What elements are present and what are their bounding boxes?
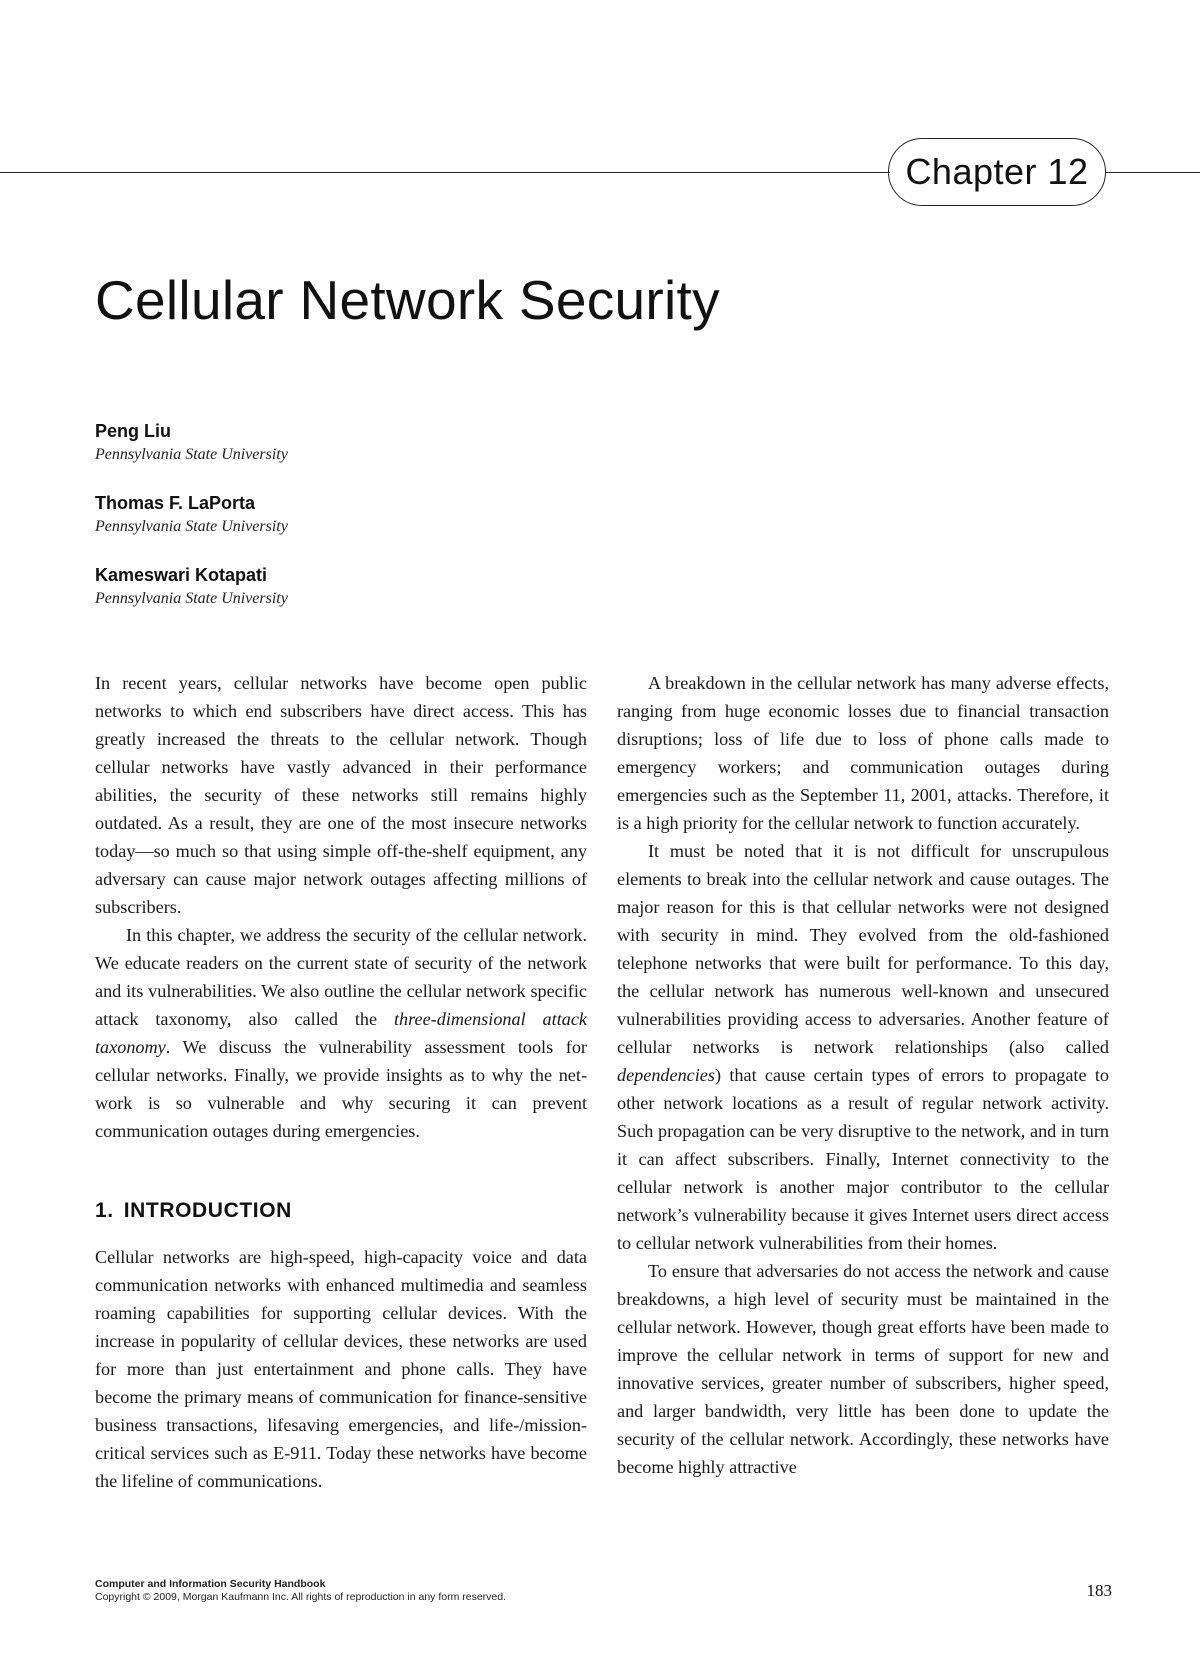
left-column [95,669,587,1495]
body-text: In this chapter, we address the security of the cellular network. We educate readers on the current state of security of the network and its vulnerabilities. We also outline the cellular network specific attack taxonomy, also called the [95,925,587,1029]
right-column [617,669,1109,1481]
intro-paragraph: In recent years, cellular networks have become open public networks to which end subscribers have direct access. This has greatly increased the threats to the cellular network. Though cellular networks have vastly advanced in their performance abilities, the security of these networks still remains highly outdated. As a result, they are one of the most insecure networks today—so much so that using simple off-the-shelf equipment, any adversary can cause major network outages affecting millions of subscribers. [95,673,587,917]
author-name: Kameswari Kotapati [95,565,268,585]
author-list [95,418,288,634]
page-number: 183 [1086,1581,1112,1600]
author-affiliation: Pennsylvania State University [95,446,288,463]
author-affiliation: Pennsylvania State University [95,518,288,535]
body-text: It must be noted that it is not difficult for unscrupulous elements to break into the cellular network and cause outages. The major reason for this is that cellular networks were not designed with security in mind. They evolved from the old-fashioned telephone networks that were built for performance. To this day, the cellular network has numerous well-known and unsecured vulnerabilities providing access to adversaries. Another feature of cellular networks is network relationships (also called [617,841,1109,1057]
author-affiliation: Pennsylvania State University [95,590,288,607]
body-paragraph: A breakdown in the cellular network has many adverse effects, ranging from huge economic losses due to financial transaction disruptions; loss of life due to loss of phone calls made to emergency workers; and communication outages during emergencies such as the September 11, 2001, attacks. Therefore, it is a high priority for the cellular network to function accurately. [617,673,1109,833]
chapter-title: Cellular Network Security [95,269,720,331]
book-title: Computer and Information Security Handbook [95,1578,326,1590]
body-text: ) that cause certain types of errors to propagate to other network locations as a result of regular network activity. Such propagation can be very disruptive to the network, and in turn it can affect subscribers. Finally, Internet connectivity to the cellular network is another major contributor to the cellular network’s vulnerability because it gives Internet users direct access to cellular network vulnerabilities from their homes. [617,1065,1109,1253]
body-paragraph [617,837,1109,1257]
chapter-label: Chapter 12 [888,138,1106,206]
emphasis-text: dependencies [617,1065,715,1085]
body-paragraph: To ensure that adversaries do not access the network and cause breakdowns, a high level of security must be maintained in the cellular network. However, though great efforts have been made to improve the cellular network in terms of support for new and innovative services, greater number of subscribers, higher speed, and larger bandwidth, very little has been done to update the security of the cellular network. Accordingly, these networks have become highly attractive [617,1261,1109,1477]
author-entry [95,418,288,466]
emphasis-text: three-dimensional attack taxonomy [95,1009,587,1057]
author-name: Peng Liu [95,421,171,441]
section-heading [95,1197,587,1225]
body-text: . We discuss the vulnerability assessment tools for cellular networks. Finally, we provide insights as to why the network is so vulnerable and why securing it can prevent communication outages during emergencies. [95,1037,587,1141]
chapter-rule-right [1105,172,1200,173]
copyright-notice: Copyright © 2009, Morgan Kaufmann Inc. All rights of reproduction in any form reserved. [95,1591,507,1603]
section-title: INTRODUCTION [123,1199,292,1222]
author-entry [95,490,288,538]
section-number: 1. [95,1199,114,1222]
intro-paragraph [95,921,587,1145]
author-entry [95,562,288,610]
body-paragraph: Cellular networks are high-speed, high-capacity voice and data communication networks with enhanced multimedia and seamless roaming capabilities for supporting cellular devices. With the increase in popularity of cellular devices, these networks are used for more than just entertainment and phone calls. They have become the primary means of communication for finance-sensitive business transactions, lifesaving emergencies, and life-/mission-critical services such as E-911. Today these networks have become the lifeline of communications. [95,1247,587,1491]
chapter-rule-left [0,172,890,173]
author-name: Thomas F. LaPorta [95,493,256,513]
page-footer [95,1578,506,1604]
